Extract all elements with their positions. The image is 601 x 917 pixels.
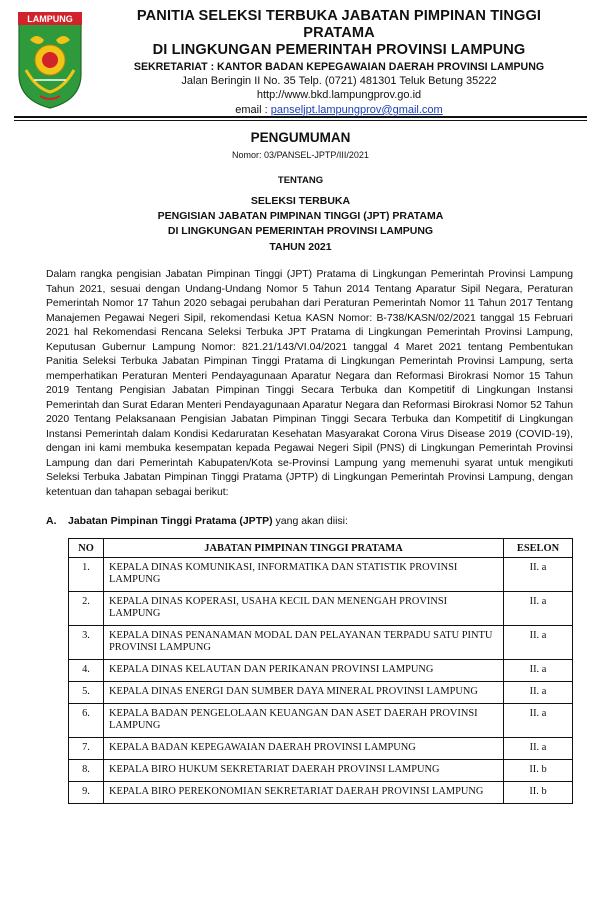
table-row [69, 592, 573, 626]
row-eselon: II. a [504, 558, 573, 592]
table-row [69, 558, 573, 592]
jptp-positions-table [68, 538, 573, 804]
row-eselon: II. b [504, 760, 573, 782]
table-header-row [69, 539, 573, 558]
table-row [69, 660, 573, 682]
row-no: 1. [69, 558, 104, 592]
address-line: Jalan Beringin II No. 35 Telp. (0721) 481301 Teluk Betung 35222 [181, 75, 497, 87]
organization-name-line1: PANITIA SELEKSI TERBUKA JABATAN PIMPINAN TINGGI PRATAMA [136, 8, 542, 41]
row-eselon: II. b [504, 782, 573, 804]
opening-paragraph: Dalam rangka pengisian Jabatan Pimpinan Tinggi (JPT) Pratama di Lingkungan Pemerintah Provinsi Lampung Tahun 2021, sesuai dengan Undang-Undang Nomor 5 Tahun 2014 Tentang Aparatur Sipil Negara, Peraturan Pemerintah Nomor 17 Tahun 2020 sebagai perubahan dari Peraturan Pemerintah Nomor 11 Tahun 2017 Tentang Manajemen Pegawai Negeri Sipil, rekomendasi Ketua KASN Nomor: B-738/KASN/02/2021 tanggal 15 Februari 2021 hal Rekomendasi Rencana Seleksi Terbuka JPT Pratama di Lingkungan Pemerintah Provinsi Lampung, Keputusan Gubernur Lampung Nomor: 821.21/143/VI.04/2021 tanggal 4 Maret 2021 tentang Pembentukan Panitia Seleksi Terbuka Jabatan Pimpinan Tinggi Pratama di Lingkungan Pemerintah Provinsi Lampung, serta memperhatikan Peraturan Menteri Pendayagunaan Aparatur Negara dan Reformasi Birokrasi Nomor 15 Tahun 2019 Tentang Pengisian Jabatan Pimpinan Tinggi Secara Terbuka dan Kompetitif di Lingkungan Instansi Pemerintah dan Surat Edaran Menteri Pendayagunaan Aparatur Negara dan Reformasi Birokrasi Nomor 52 Tahun 2020 Tentang Pelaksanaan Pengisian Jabatan Pimpinan Tinggi Secara Terbuka dan Kompetitif di Lingkungan Instansi Pemerintah dalam Kondisi Kedaruratan Kesehatan Masyarakat Corona Virus Disease 2019 (COVID-19), dengan ini kami membuka kesempatan kepada Pegawai Negeri Sipil (PNS) di Lingkungan Pemerintah Provinsi Lampung dan dari Pemerintah Kabupaten/Kota se-Provinsi Lampung yang memenuhi syarat untuk mengikuti Seleksi Terbuka Jabatan Pimpinan Tinggi Pratama (JPTP) di Lingkungan Pemerintah Provinsi Lampung, dengan ketentuan dan tahapan sebagai berikut: [46, 269, 573, 498]
announcement-title: PENGUMUMAN [250, 130, 351, 145]
table-row [69, 626, 573, 660]
section-label: Jabatan Pimpinan Tinggi Pratama (JPTP) [68, 515, 273, 527]
row-jabatan: KEPALA DINAS PENANAMAN MODAL DAN PELAYANAN TERPADU SATU PINTU PROVINSI LAMPUNG [104, 626, 504, 660]
row-no: 8. [69, 760, 104, 782]
row-no: 7. [69, 738, 104, 760]
row-jabatan: KEPALA DINAS ENERGI DAN SUMBER DAYA MINERAL PROVINSI LAMPUNG [104, 682, 504, 704]
column-header-no: NO [69, 539, 104, 558]
table-row [69, 782, 573, 804]
subject-line: SELEKSI TERBUKA [250, 195, 351, 207]
row-jabatan: KEPALA BADAN PENGELOLAAN KEUANGAN DAN ASET DAERAH PROVINSI LAMPUNG [104, 704, 504, 738]
row-eselon: II. a [504, 592, 573, 626]
letterhead [14, 8, 587, 114]
tentang-label: TENTANG [277, 175, 324, 186]
row-jabatan: KEPALA BADAN KEPEGAWAIAN DAERAH PROVINSI LAMPUNG [104, 738, 504, 760]
table-row [69, 738, 573, 760]
row-jabatan: KEPALA DINAS KELAUTAN DAN PERIKANAN PROVINSI LAMPUNG [104, 660, 504, 682]
announcement-number: Nomor: 03/PANSEL-JPTP/III/2021 [232, 150, 369, 160]
row-jabatan: KEPALA DINAS KOMUNIKASI, INFORMATIKA DAN STATISTIK PROVINSI LAMPUNG [104, 558, 504, 592]
lampung-province-emblem-icon [16, 10, 84, 110]
email-label: email : [235, 103, 271, 116]
row-eselon: II. a [504, 682, 573, 704]
subject-line: TAHUN 2021 [269, 240, 332, 253]
announcement-subject [0, 194, 601, 255]
table-row [69, 760, 573, 782]
svg-text:LAMPUNG: LAMPUNG [27, 14, 73, 24]
row-eselon: II. a [504, 704, 573, 738]
column-header-jabatan: JABATAN PIMPINAN TINGGI PRATAMA [104, 539, 504, 558]
section-a-heading [46, 515, 348, 527]
row-no: 9. [69, 782, 104, 804]
row-no: 4. [69, 660, 104, 682]
row-jabatan: KEPALA BIRO HUKUM SEKRETARIAT DAERAH PROVINSI LAMPUNG [104, 760, 504, 782]
secretariat-line: SEKRETARIAT : KANTOR BADAN KEPEGAWAIAN DAERAH PROVINSI LAMPUNG [133, 61, 545, 73]
row-eselon: II. a [504, 738, 573, 760]
row-no: 3. [69, 626, 104, 660]
website-line: http://www.bkd.lampungprov.go.id [256, 89, 422, 102]
row-no: 5. [69, 682, 104, 704]
subject-line: DI LINGKUNGAN PEMERINTAH PROVINSI LAMPUNG [167, 225, 434, 238]
row-jabatan: KEPALA BIRO PEREKONOMIAN SEKRETARIAT DAERAH PROVINSI LAMPUNG [104, 782, 504, 804]
column-header-eselon: ESELON [504, 539, 573, 558]
row-eselon: II. a [504, 626, 573, 660]
section-letter: A. [46, 515, 57, 527]
email-link[interactable]: panseljpt.lampungprov@gmail.com [270, 103, 443, 116]
table-row [69, 704, 573, 738]
organization-name-line2: DI LINGKUNGAN PEMERINTAH PROVINSI LAMPUNG [152, 42, 526, 58]
letterhead-divider-thick [14, 116, 587, 118]
table-row [69, 682, 573, 704]
row-no: 2. [69, 592, 104, 626]
letterhead-text [104, 8, 574, 117]
row-no: 6. [69, 704, 104, 738]
section-label-rest: yang akan diisi: [272, 515, 348, 527]
row-eselon: II. a [504, 660, 573, 682]
letterhead-divider-thin [14, 120, 587, 121]
subject-line: PENGISIAN JABATAN PIMPINAN TINGGI (JPT) PRATAMA [157, 210, 444, 223]
row-jabatan: KEPALA DINAS KOPERASI, USAHA KECIL DAN MENENGAH PROVINSI LAMPUNG [104, 592, 504, 626]
